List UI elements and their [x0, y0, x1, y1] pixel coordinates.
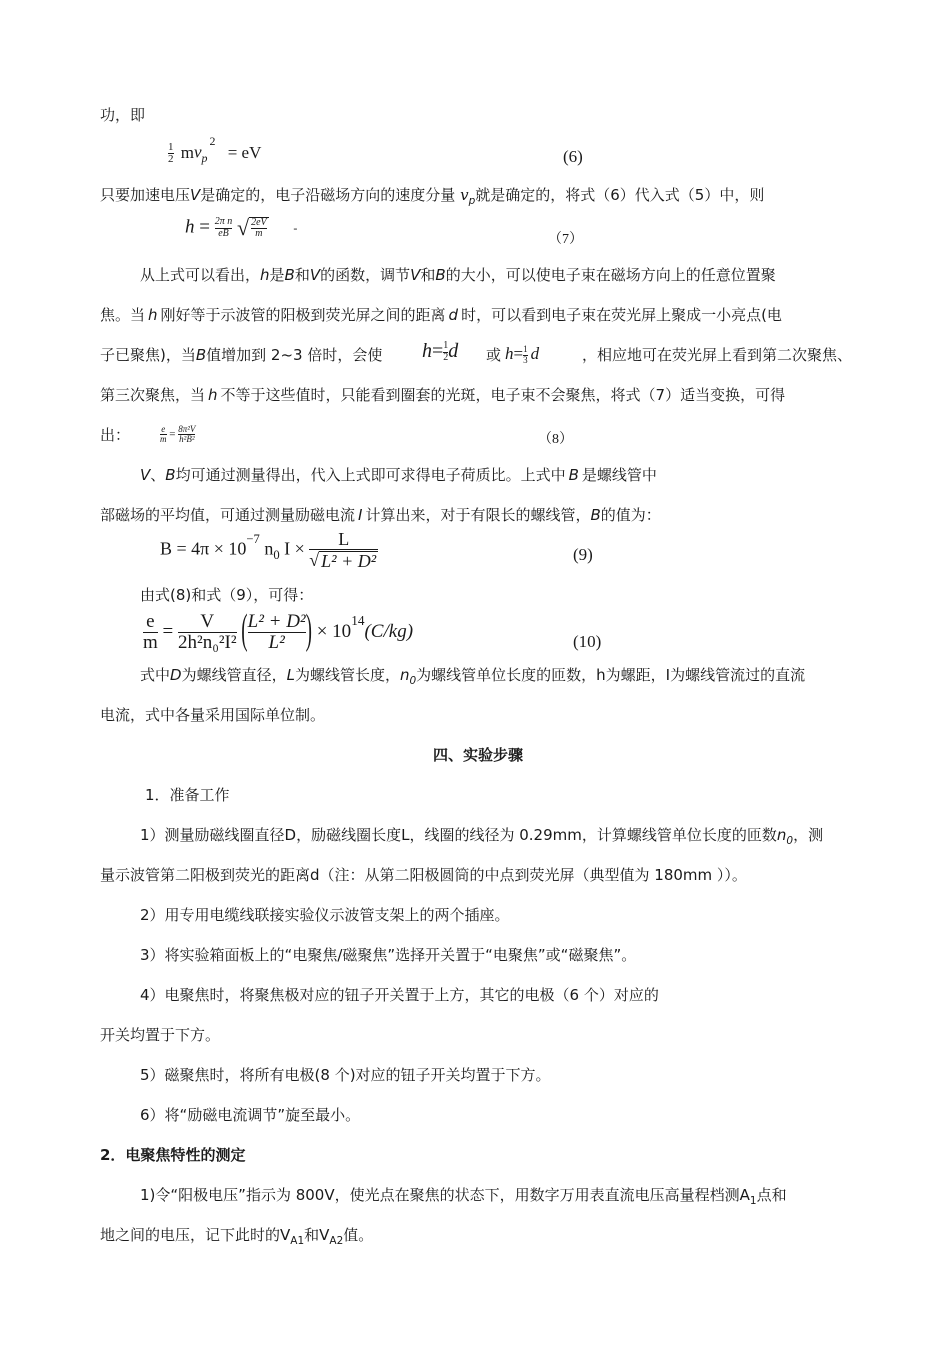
text: I	[358, 506, 363, 524]
denominator: L²	[248, 632, 306, 653]
text: 1)令“阳极电压”指示为 800V，使光点在聚焦的状态下，用数字万用表直流电压高量程档测A	[140, 1186, 750, 1204]
text: d	[448, 306, 459, 324]
numerator: 1	[443, 340, 449, 352]
subscript: p	[468, 195, 476, 207]
symbol: h	[505, 344, 514, 363]
text: 时，可以看到电子束在荧光屏上聚成一小亮点(电	[461, 306, 782, 324]
subscript: A1	[290, 1235, 305, 1247]
text: B	[590, 506, 601, 524]
fraction	[178, 612, 237, 653]
symbol: m	[180, 142, 194, 162]
symbol: d	[530, 344, 540, 363]
text: 子已聚焦)，当	[100, 346, 196, 364]
text: 就是确定的，将式（6）代入式（5）中，则	[475, 186, 765, 204]
superscript: −7	[246, 532, 260, 547]
numerator: V	[200, 611, 215, 632]
symbol: =	[199, 216, 210, 238]
text: 、	[150, 466, 166, 484]
fraction	[309, 530, 378, 571]
symbol: =	[169, 428, 176, 441]
subscript: A2	[329, 1235, 344, 1247]
text: ，相应地可在荧光屏上看到第二次聚焦、	[582, 346, 853, 364]
fraction	[215, 217, 233, 239]
numerator: L² + D²	[247, 611, 306, 632]
fraction	[178, 425, 195, 445]
equation-number: （7）	[548, 232, 583, 247]
text: D	[170, 666, 182, 684]
text: v	[460, 186, 469, 204]
text: h	[208, 386, 218, 404]
symbol: B = 4π × 10	[160, 538, 247, 559]
text: 电流，式中各量采用国际单位制。	[100, 706, 326, 724]
symbol: n	[264, 538, 274, 559]
text-line: 2）用专用电缆线联接实验仪示波管支架上的两个插座。	[140, 906, 510, 924]
symbol: -	[293, 221, 298, 236]
text: 的大小，可以使电子束在磁场方向上的任意位置聚	[445, 266, 776, 284]
text: 和V	[304, 1226, 330, 1244]
superscript: 2	[209, 134, 216, 148]
denominator: m	[143, 631, 158, 653]
text: 从上式可以看出，	[140, 266, 261, 284]
text-line	[140, 828, 823, 847]
text-line: 开关均置于下方。	[100, 1026, 221, 1044]
text: 为螺线管长度，	[294, 666, 400, 684]
symbol: =	[162, 620, 174, 642]
text: 1）测量励磁线圈直径D，励磁线圈长度L，线圈的线径为 0.29mm，计算螺线管单位长度的匝数	[140, 826, 777, 844]
denominator	[309, 549, 378, 571]
symbol: v	[193, 142, 202, 162]
inline-equation	[505, 344, 539, 365]
text-line	[100, 428, 130, 443]
text-line	[140, 668, 805, 687]
text: h	[260, 266, 270, 284]
text-line	[140, 468, 657, 483]
subsection-heading: 2．电聚焦特性的测定	[100, 1146, 246, 1164]
denominator: m	[160, 434, 167, 445]
fraction	[168, 142, 174, 166]
denominator: 2h²n₀²I²	[178, 631, 237, 653]
text-line: 4）电聚焦时，将聚焦极对应的钮子开关置于上方，其它的电极（6 个）对应的	[140, 986, 659, 1004]
numerator: L	[338, 529, 350, 549]
subscript: 0	[273, 548, 280, 563]
text-line: 6）将“励磁电流调节”旋至最小。	[140, 1106, 361, 1124]
numerator: 1	[168, 140, 174, 153]
text: 的值为：	[600, 506, 661, 524]
radicand: L² + D²	[321, 550, 377, 571]
section-heading: 四、实验步骤	[433, 746, 524, 764]
symbol: I ×	[284, 538, 305, 559]
text: 刚好等于示波管的阳极到荧光屏之间的距离	[160, 306, 446, 324]
text: L	[286, 666, 295, 684]
text-line	[100, 108, 145, 123]
denominator: m	[251, 228, 267, 240]
text: 不等于这些值时，只能看到圈套的光斑，电子束不会聚焦，将式（7）适当变换，可得	[220, 386, 786, 404]
paren: (	[241, 608, 248, 655]
text: V	[309, 266, 321, 284]
denominator: h²B²	[179, 434, 195, 445]
text: V	[410, 266, 421, 284]
fraction	[160, 425, 167, 445]
symbol: d	[448, 340, 459, 362]
text: 点和	[756, 1186, 787, 1204]
text: 计算出来，对于有限长的螺线管，	[365, 506, 591, 524]
text: 的函数，调节	[320, 266, 411, 284]
text: 式中	[140, 666, 171, 684]
text-line	[100, 348, 382, 363]
equation-9	[160, 530, 378, 571]
fraction	[523, 345, 528, 365]
text: ，测	[793, 826, 824, 844]
fraction	[248, 612, 306, 653]
inline-equation	[422, 340, 458, 363]
text: 值增加到 2~3 倍时，会使	[206, 346, 383, 364]
text: 是螺线管中	[581, 466, 657, 484]
fraction	[143, 612, 158, 653]
text: 为螺线管单位长度的匝数，h为螺距，I为螺线管流过的直流	[416, 666, 806, 684]
text: V	[190, 186, 201, 204]
radical: √	[236, 215, 250, 240]
text: B	[435, 266, 446, 284]
text-line: 3）将实验箱面板上的“电聚焦/磁聚焦”选择开关置于“电聚焦”或“磁聚焦”。	[140, 946, 637, 964]
text-line	[100, 708, 325, 723]
text: B	[165, 466, 176, 484]
text-line	[100, 1228, 373, 1247]
radical: √	[309, 550, 320, 571]
text-line	[140, 1188, 787, 1207]
numerator: 2eV	[251, 216, 267, 228]
equation-8	[160, 425, 195, 445]
symbol: =	[513, 344, 524, 363]
symbol: (C/kg)	[364, 620, 414, 642]
paren: )	[305, 608, 312, 655]
equation-number: (9)	[573, 545, 593, 564]
superscript: 14	[351, 613, 365, 629]
symbol: × 10	[316, 620, 352, 642]
equation-6	[168, 134, 262, 166]
text: 由式(8)和式（9），可得：	[140, 586, 314, 604]
numerator: e	[161, 424, 166, 434]
symbol: = eV	[227, 142, 262, 162]
symbol: h	[185, 216, 195, 238]
text: 是	[269, 266, 285, 284]
text: 值。	[343, 1226, 374, 1244]
text: 部磁场的平均值，可通过测量励磁电流	[100, 506, 356, 524]
text-line	[140, 588, 313, 603]
denominator: 2	[443, 351, 449, 363]
text: 只要加速电压	[100, 186, 191, 204]
text-line: 5）磁聚焦时，将所有电极(8 个)对应的钮子开关均置于下方。	[140, 1066, 551, 1084]
text: 是确定的，电子沿磁场方向的速度分量	[200, 186, 456, 204]
equation-number: （8）	[538, 432, 573, 447]
subscript: 0	[409, 675, 417, 687]
subscript: 1	[749, 1195, 757, 1207]
text: 为螺线管直径，	[181, 666, 287, 684]
text: 均可通过测量得出，代入上式即可求得电子荷质比。上式中	[175, 466, 566, 484]
text: 出：	[100, 426, 131, 444]
subscript: 0	[786, 835, 794, 847]
text-line: 量示波管第二阳极到荧光的距离d（注：从第二阳极圆筒的中点到荧光屏（典型值为 180mm ））。	[100, 866, 747, 884]
numerator: e	[146, 611, 155, 632]
equation-number: (10)	[573, 632, 602, 651]
text-line	[100, 308, 782, 323]
fraction	[249, 217, 269, 240]
text: 焦。当	[100, 306, 146, 324]
denominator: eB	[215, 228, 233, 240]
symbol: h	[422, 340, 432, 362]
text: B	[568, 466, 579, 484]
text: B	[195, 346, 207, 364]
text: V	[140, 466, 151, 484]
equation-number: (6)	[563, 147, 583, 166]
numerator: 8π²V	[178, 424, 196, 434]
text: 或	[486, 346, 502, 364]
text: n	[399, 666, 410, 684]
text: 地之间的电压，记下此时的V	[100, 1226, 291, 1244]
equation-10	[143, 608, 414, 655]
text: 和	[294, 266, 310, 284]
text: B	[284, 266, 295, 284]
subscript: p	[201, 151, 208, 166]
denominator: 3	[523, 354, 528, 365]
denominator: 2	[168, 153, 174, 166]
equation-7	[185, 215, 297, 241]
numerator: 2π n	[214, 216, 233, 227]
text-line	[100, 188, 764, 207]
text-line	[140, 268, 776, 283]
text: 功，即	[100, 106, 146, 124]
text-line	[100, 388, 785, 403]
text: n	[776, 826, 787, 844]
text-line	[100, 508, 661, 523]
text: 和	[420, 266, 436, 284]
text: h	[148, 306, 158, 324]
numerator: 1	[523, 344, 528, 355]
text: 第三次聚焦，当	[100, 386, 206, 404]
symbol: =	[432, 340, 444, 362]
text-line: 1．准备工作	[145, 786, 230, 804]
